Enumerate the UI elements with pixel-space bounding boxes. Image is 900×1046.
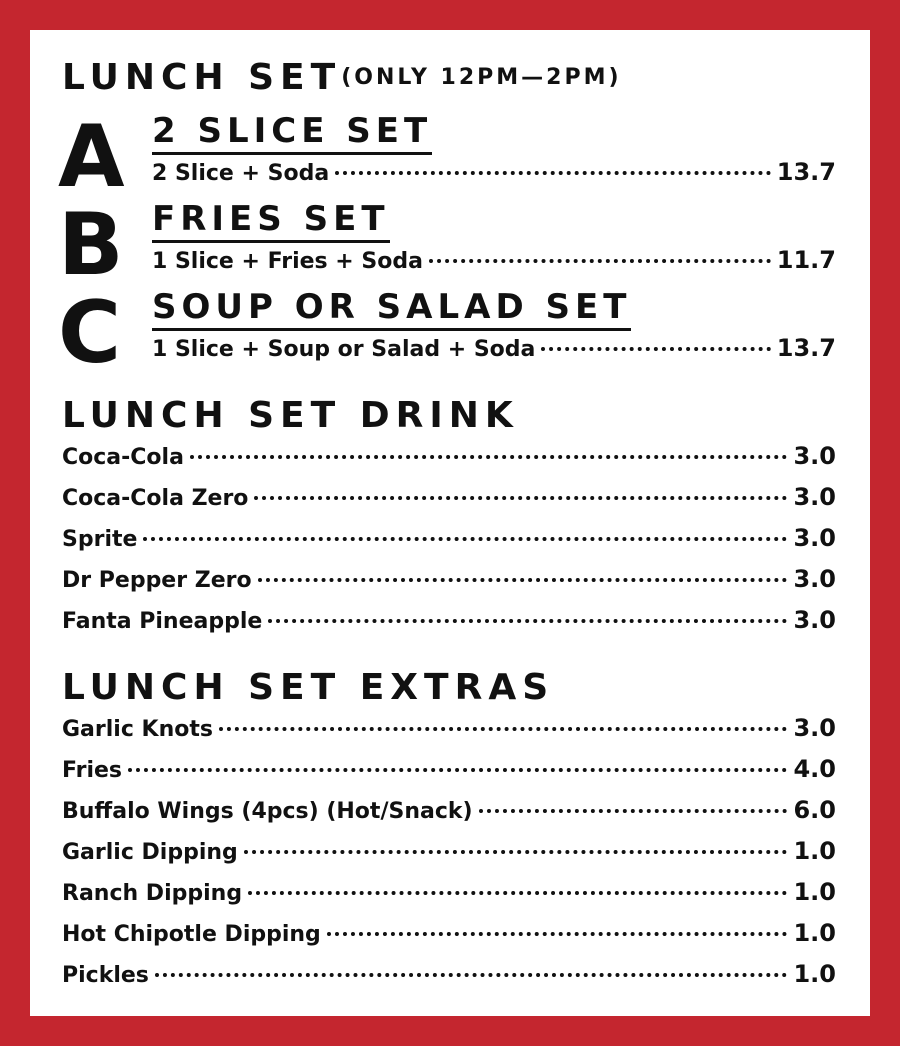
drink-price: 3.0 [793, 442, 836, 470]
set-a-title: 2 SLICE SET [152, 114, 432, 155]
menu-card [30, 30, 870, 1016]
dot-leader [219, 727, 788, 731]
extra-price: 1.0 [793, 919, 836, 947]
drink-price: 3.0 [793, 565, 836, 593]
drinks-heading: LUNCH SET DRINK [62, 395, 519, 436]
extra-item [62, 714, 836, 746]
set-c-title: SOUP OR SALAD SET [152, 290, 631, 331]
set-b-row [152, 246, 836, 278]
dot-leader [128, 768, 787, 772]
drink-price: 3.0 [793, 483, 836, 511]
dot-leader [268, 619, 787, 623]
set-c-letter: C [58, 283, 120, 383]
set-b-letter: B [58, 195, 122, 295]
dot-leader [248, 891, 787, 895]
drink-price: 3.0 [793, 606, 836, 634]
drink-name: Fanta Pineapple [62, 609, 263, 634]
extra-name: Fries [62, 758, 123, 783]
dot-leader [155, 973, 788, 977]
dot-leader [541, 347, 770, 351]
drink-name: Dr Pepper Zero [62, 568, 252, 593]
drink-name: Coca-Cola [62, 445, 184, 470]
extra-item [62, 878, 836, 910]
extra-item [62, 837, 836, 869]
dot-leader [143, 537, 787, 541]
extra-price: 6.0 [793, 796, 836, 824]
lunch-set-heading [62, 57, 622, 98]
extra-name: Garlic Knots [62, 717, 213, 742]
dot-leader [258, 578, 788, 582]
extras-heading: LUNCH SET EXTRAS [62, 667, 555, 708]
extra-item [62, 919, 836, 951]
set-b-description: 1 Slice + Fries + Soda [152, 249, 423, 274]
drink-price: 3.0 [793, 524, 836, 552]
set-a-letter: A [58, 107, 123, 207]
set-a-price: 13.7 [776, 158, 836, 186]
drink-item [62, 442, 836, 474]
extra-price: 4.0 [793, 755, 836, 783]
extra-name: Buffalo Wings (4pcs) (Hot/Snack) [62, 799, 473, 824]
drink-item [62, 524, 836, 556]
set-a-row [152, 158, 836, 190]
lunch-set-title: LUNCH SET [62, 57, 342, 98]
extra-name: Pickles [62, 963, 149, 988]
set-c-price: 13.7 [776, 334, 836, 362]
extra-name: Garlic Dipping [62, 840, 238, 865]
dot-leader [254, 496, 787, 500]
extra-name: Hot Chipotle Dipping [62, 922, 321, 947]
set-c-row [152, 334, 836, 366]
extra-item [62, 960, 836, 992]
drink-name: Coca-Cola Zero [62, 486, 249, 511]
drink-item [62, 606, 836, 638]
extra-item [62, 796, 836, 828]
dot-leader [327, 932, 788, 936]
extra-price: 1.0 [793, 837, 836, 865]
extra-name: Ranch Dipping [62, 881, 243, 906]
set-b-price: 11.7 [776, 246, 836, 274]
set-c-description: 1 Slice + Soup or Salad + Soda [152, 337, 536, 362]
dot-leader [429, 259, 771, 263]
dot-leader [244, 850, 788, 854]
drink-item [62, 483, 836, 515]
dot-leader [335, 171, 771, 175]
set-a-description: 2 Slice + Soda [152, 161, 330, 186]
extra-price: 3.0 [793, 714, 836, 742]
dot-leader [479, 809, 788, 813]
extra-price: 1.0 [793, 878, 836, 906]
dot-leader [190, 455, 788, 459]
extra-item [62, 755, 836, 787]
drink-name: Sprite [62, 527, 138, 552]
drink-item [62, 565, 836, 597]
set-b-title: FRIES SET [152, 202, 390, 243]
lunch-set-hours: (ONLY 12PM—2PM) [341, 65, 622, 90]
extra-price: 1.0 [793, 960, 836, 988]
